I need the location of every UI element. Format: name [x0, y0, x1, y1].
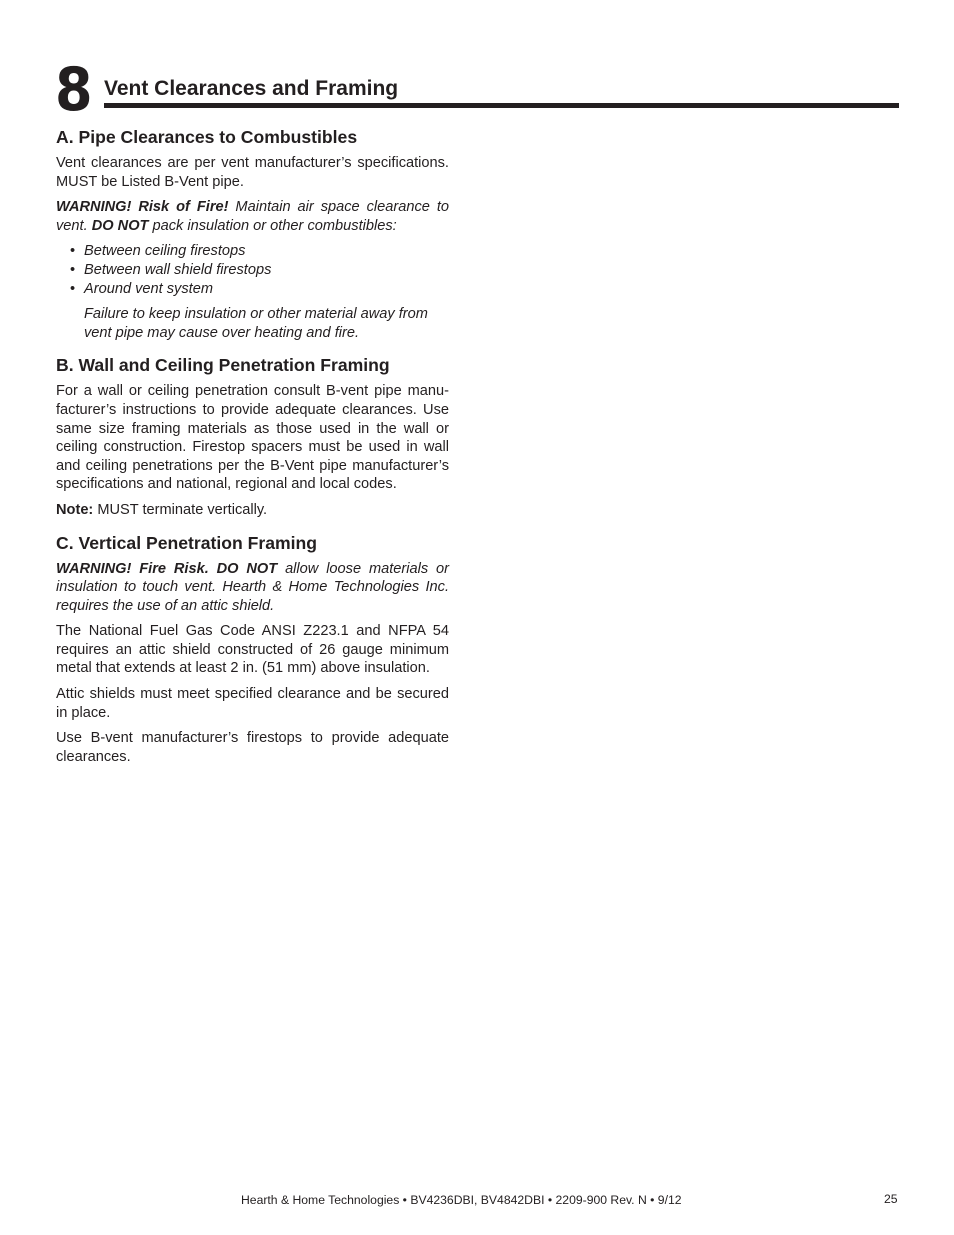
list-item: • Between ceiling firestops — [70, 242, 449, 261]
note-label: Note: — [56, 501, 94, 518]
section-b-note — [56, 501, 449, 520]
note-text: MUST terminate vertically. — [93, 501, 268, 518]
section-a — [56, 126, 449, 342]
content-column — [56, 126, 449, 773]
section-b — [56, 354, 449, 519]
warning-mid: Maintain air space clearance to vent. — [56, 199, 450, 234]
warning-donot: DO NOT — [91, 217, 149, 234]
chapter-title: Vent Clearances and Framing — [104, 77, 399, 100]
page-number: 25 — [884, 1192, 898, 1206]
section-c-paragraph-3: Use B-vent manufacturer’s firestops to provide adequate clearances. — [56, 730, 449, 765]
section-b-paragraph: For a wall or ceiling penetration consult B-vent pipe manufacturer’s instructions to provide adequate clearances. Use same size framing materials as those used in the wall or ceiling construction. Firestop spacers must be used in wall and ceiling penetrations per the B-Vent pipe manufacturer’s specifications and national, regional and local codes. — [56, 383, 449, 493]
warning-lead: WARNING! Fire Risk. DO NOT — [56, 560, 278, 577]
section-c-paragraph-2: Attic shields must meet specified clearance and be secured in place. — [56, 686, 449, 721]
section-a-failure-note: Failure to keep insulation or other material away from vent pipe may cause over heating and fire. — [84, 306, 428, 341]
section-a-bullets — [56, 242, 449, 298]
section-c-paragraph-1: The National Fuel Gas Code ANSI Z223.1 and NFPA 54 requires an attic shield constructed of 26 gauge minimum metal that extends at least 2 in. (51 mm) above insulation. — [56, 623, 449, 677]
warning-lead: WARNING! Risk of Fire! — [56, 199, 229, 216]
section-a-warning — [56, 198, 449, 235]
section-c — [56, 532, 449, 767]
section-b-heading: B. Wall and Ceiling Penetration Framing — [56, 355, 390, 376]
warning-tail: allow loose materials or insulation to touch vent. Hearth & Home Technologies Inc. requires the use of an attic shield. — [56, 560, 449, 614]
list-item: • Around vent system — [70, 280, 449, 299]
chapter-rule — [104, 103, 899, 108]
chapter-number: 8 — [55, 55, 93, 125]
warning-tail: pack insulation or other combustibles: — [148, 217, 397, 234]
section-a-paragraph: Vent clearances are per vent manufacturer’s specifications. MUST be Listed B-Vent pipe. — [56, 155, 449, 190]
section-c-warning — [56, 560, 449, 616]
footer-text: Hearth & Home Technologies • BV4236DBI, BV4842DBI • 2209-900 Rev. N • 9/12 — [241, 1193, 682, 1207]
section-c-heading: C. Vertical Penetration Framing — [56, 532, 318, 553]
section-a-heading: A. Pipe Clearances to Combustibles — [56, 127, 358, 147]
list-item: • Between wall shield firestops — [70, 261, 449, 280]
